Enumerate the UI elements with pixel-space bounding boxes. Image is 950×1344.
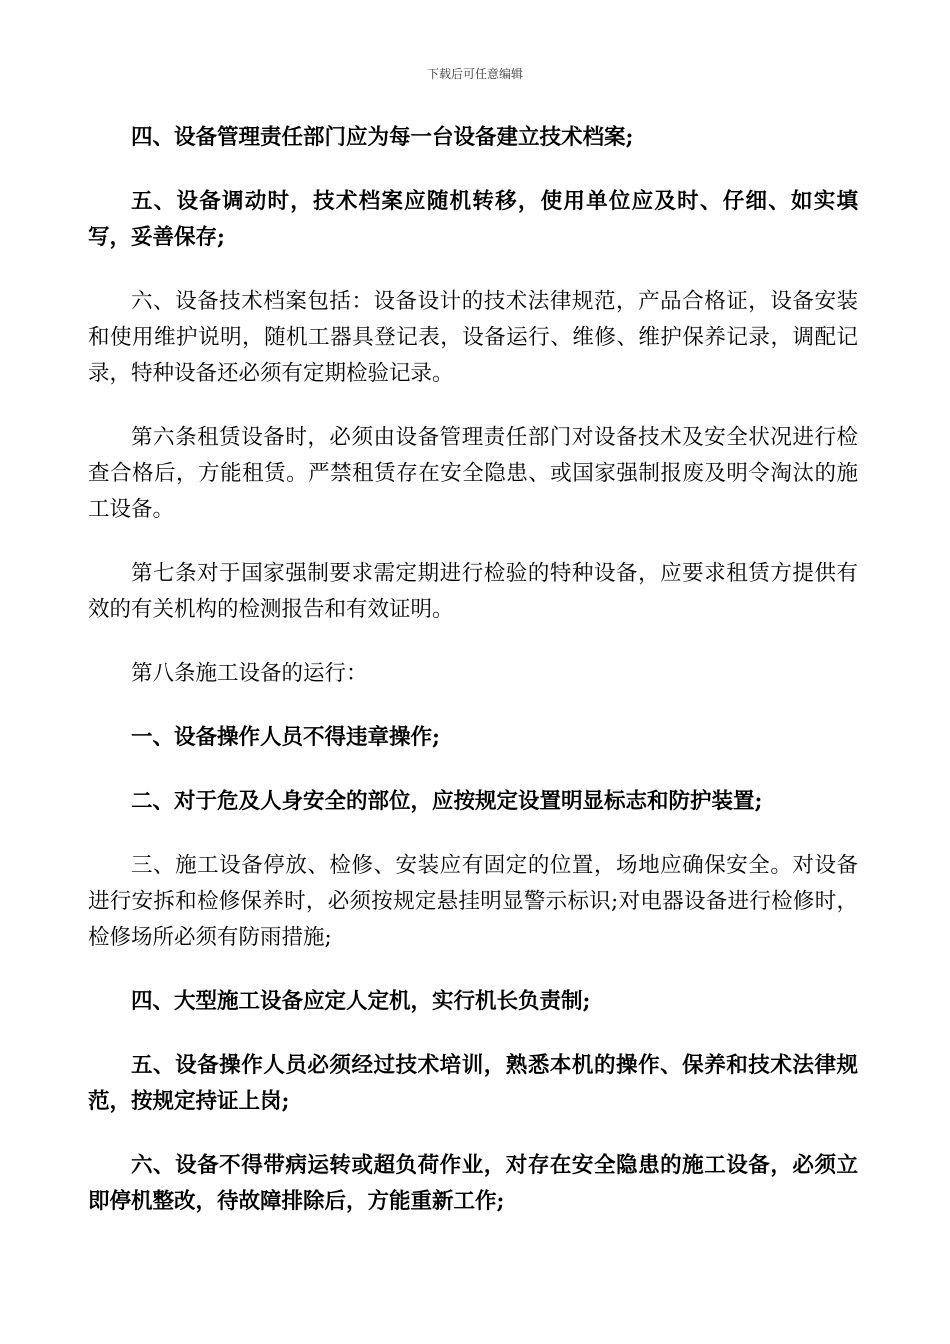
paragraph-4: 第六条租赁设备时，必须由设备管理责任部门对设备技术及安全状况进行检查合格后，方能租赁。严禁租赁存在安全隐患、或国家强制报废及明令淘汰的施工设备。 — [88, 425, 858, 522]
paragraph-3: 六、设备技术档案包括：设备设计的技术法律规范，产品合格证，设备安装和使用维护说明，随机工器具登记表，设备运行、维修、维护保养记录，调配记录，特种设备还必须有定期检验记录。 — [88, 289, 858, 386]
paragraph-12: 六、设备不得带病运转或超负荷作业，对存在安全隐患的施工设备，必须立即停机整改，待故障排除后，方能重新工作; — [88, 1153, 858, 1214]
paragraph-9: 三、施工设备停放、检修、安装应有固定的位置，场地应确保安全。对设备进行安拆和检修保养时，必须按规定悬挂明显警示标识;对电器设备进行检修时，检修场所必须有防雨措施; — [88, 853, 858, 950]
paragraph-11: 五、设备操作人员必须经过技术培训，熟悉本机的操作、保养和技术法律规范，按规定持证上岗; — [88, 1053, 858, 1114]
paragraph-6: 第八条施工设备的运行： — [131, 661, 368, 686]
paragraph-5: 第七条对于国家强制要求需定期进行检验的特种设备，应要求租赁方提供有效的有关机构的检测报告和有效证明。 — [88, 561, 858, 622]
document-body — [88, 120, 858, 1248]
paragraph-1: 四、设备管理责任部门应为每一台设备建立技术档案; — [131, 125, 634, 150]
paragraph-10: 四、大型施工设备应定人定机，实行机长负责制; — [131, 989, 591, 1014]
paragraph-2: 五、设备调动时，技术档案应随机转移，使用单位应及时、仔细、如实填写，妥善保存; — [88, 189, 858, 250]
page-header: 下载后可任意编辑 — [426, 67, 523, 81]
paragraph-8: 二、对于危及人身安全的部位，应按规定设置明显标志和防护装置; — [131, 789, 763, 814]
paragraph-7: 一、设备操作人员不得违章操作; — [131, 725, 440, 750]
